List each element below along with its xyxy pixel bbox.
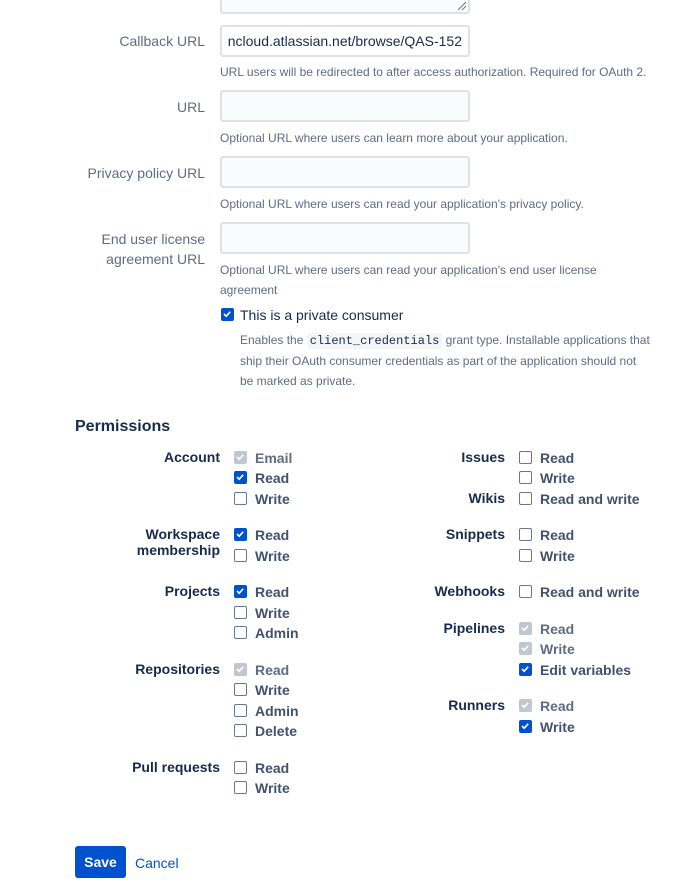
permission-checkbox-email [234,451,247,464]
perm-group-wikis: Wikis [468,490,505,506]
permission-checkbox-write[interactable] [234,606,247,619]
url-label: URL [176,99,205,115]
permission-label-read[interactable]: Read [255,527,290,543]
callback-url-input[interactable] [220,25,470,57]
privacy-url-help: Optional URL where users can read your application's privacy policy. [220,197,584,211]
permission-checkbox-read [519,622,532,635]
permission-checkbox-read[interactable] [234,585,247,598]
permission-checkbox-write[interactable] [234,492,247,505]
permission-checkbox-write[interactable] [234,781,247,794]
check-icon [235,472,245,482]
check-icon [520,623,530,633]
permission-label-write[interactable]: Write [540,470,575,486]
permission-label-write[interactable]: Write [255,780,290,796]
perm-group-projects: Projects [164,583,220,599]
private-help-pre: Enables the [240,333,307,347]
eula-url-input[interactable] [220,222,470,254]
perm-group-workspace-membership [137,526,220,558]
permission-checkbox-write[interactable] [519,720,532,733]
callback-url-value: ncloud.atlassian.net/browse/QAS-152 [227,33,462,49]
permission-checkbox-read[interactable] [234,761,247,774]
permission-label-write[interactable]: Write [255,682,290,698]
permission-label-write[interactable]: Write [255,548,290,564]
url-help: Optional URL where users can learn more about your application. [220,131,568,145]
check-icon [520,664,530,674]
eula-label-line1: End user license [101,231,205,247]
callback-url-label: Callback URL [119,33,205,49]
permission-label-read: Read [540,621,575,637]
client-credentials-code: client_credentials [307,333,443,349]
permission-checkbox-read[interactable] [234,528,247,541]
perm-group-issues: Issues [461,449,505,465]
privacy-url-label: Privacy policy URL [87,165,205,181]
permission-checkbox-write[interactable] [519,471,532,484]
permission-label-read-and-write[interactable]: Read and write [540,491,640,507]
permission-checkbox-read [519,699,532,712]
perm-group-account: Account [164,449,220,465]
check-icon [235,452,245,462]
permission-label-read-and-write[interactable]: Read and write [540,584,640,600]
permission-label-admin[interactable]: Admin [255,625,299,641]
private-help-line1 [240,330,650,351]
check-icon [235,586,245,596]
private-consumer-help [240,330,650,391]
permission-checkbox-write[interactable] [234,549,247,562]
perm-group-snippets: Snippets [445,526,505,542]
private-help-post: grant type. Installable applications that [442,333,650,347]
perm-group-pipelines: Pipelines [443,620,505,636]
eula-help-line2: agreement [220,283,278,297]
permission-label-edit-variables[interactable]: Edit variables [540,662,632,678]
perm-group-workspace-line1: Workspace [145,526,220,542]
permission-checkbox-edit-variables[interactable] [519,663,532,676]
privacy-url-input[interactable] [220,156,470,188]
permission-label-read: Read [540,698,575,714]
resize-grip-icon[interactable] [456,0,466,10]
permission-label-write[interactable]: Write [255,491,290,507]
perm-group-workspace-line2: membership [136,542,220,558]
permission-label-read[interactable]: Read [540,450,575,466]
eula-url-label [101,229,205,269]
permission-label-read[interactable]: Read [255,760,290,776]
check-icon [520,721,530,731]
private-help-line3: be marked as private. [240,374,356,388]
permission-label-write: Write [540,641,575,657]
perm-group-webhooks: Webhooks [434,583,505,599]
permission-label-admin[interactable]: Admin [255,703,299,719]
permission-label-read[interactable]: Read [255,470,290,486]
eula-help-line1: Optional URL where users can read your application's end user license [220,263,597,277]
check-icon [520,700,530,710]
description-textarea[interactable] [220,0,470,14]
url-input[interactable] [220,90,470,122]
eula-label-line2: agreement URL [106,251,205,267]
permission-label-write[interactable]: Write [540,719,575,735]
permissions-title: Permissions [75,418,171,435]
permission-checkbox-write[interactable] [519,549,532,562]
private-help-line2: ship their OAuth consumer credentials as part of the application should not [240,354,637,368]
callback-url-help: URL users will be redirected to after access authorization. Required for OAuth 2. [220,65,647,79]
check-icon [235,529,245,539]
permission-checkbox-delete[interactable] [234,724,247,737]
permission-label-read[interactable]: Read [255,584,290,600]
permission-checkbox-write [519,642,532,655]
permission-checkbox-write[interactable] [234,683,247,696]
perm-group-runners: Runners [448,697,505,713]
permission-checkbox-read[interactable] [234,471,247,484]
permission-label-read[interactable]: Read [540,527,575,543]
perm-group-repositories: Repositories [135,661,220,677]
permission-label-email: Email [255,450,293,466]
private-consumer-label[interactable]: This is a private consumer [240,307,404,323]
permission-checkbox-read[interactable] [519,451,532,464]
permission-checkbox-read-and-write[interactable] [519,585,532,598]
check-icon [222,309,232,319]
save-button[interactable]: Save [75,846,126,878]
cancel-link[interactable]: Cancel [135,855,179,871]
permission-checkbox-admin[interactable] [234,626,247,639]
private-consumer-checkbox[interactable] [221,308,234,321]
permission-label-write[interactable]: Write [255,605,290,621]
check-icon [520,643,530,653]
perm-group-pull-requests: Pull requests [132,759,220,775]
permission-checkbox-read[interactable] [519,528,532,541]
permission-label-write[interactable]: Write [540,548,575,564]
permission-label-delete[interactable]: Delete [255,723,298,739]
eula-url-help [220,260,597,300]
permission-checkbox-read [234,663,247,676]
permission-checkbox-admin[interactable] [234,704,247,717]
permission-label-read: Read [255,662,290,678]
check-icon [235,664,245,674]
permission-checkbox-read-and-write[interactable] [519,492,532,505]
